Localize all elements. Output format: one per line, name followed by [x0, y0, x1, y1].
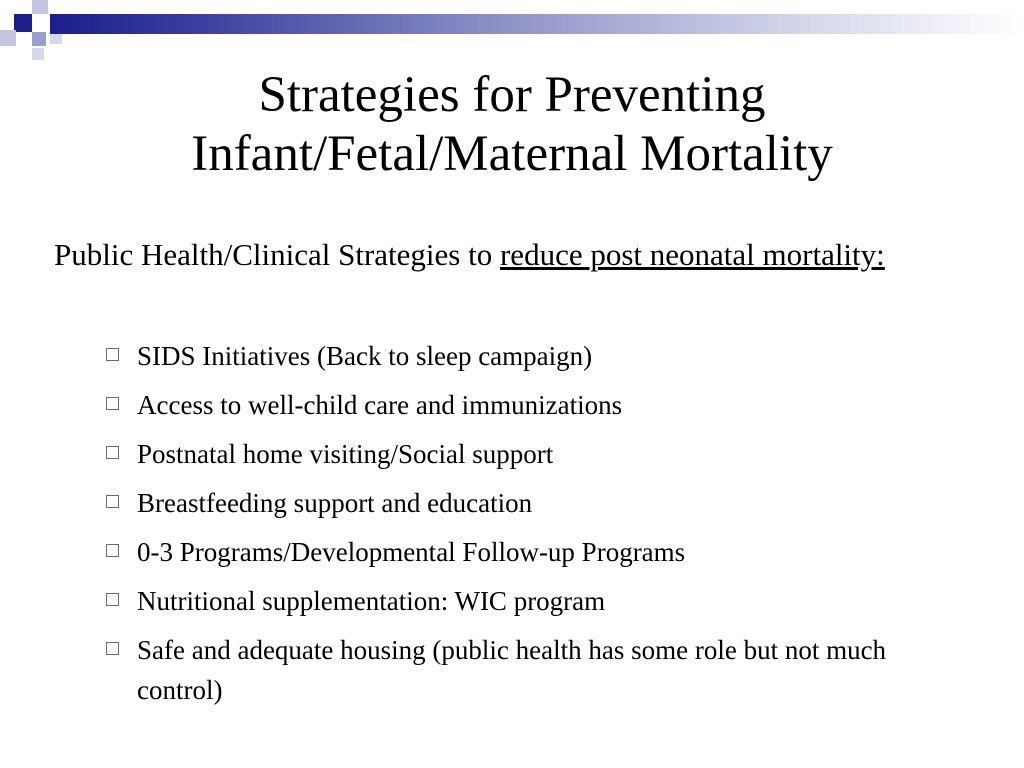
list-item — [104, 434, 964, 474]
decor-square-light — [0, 30, 16, 46]
bullet-text: Safe and adequate housing (public health has some role but not much control) — [137, 635, 887, 705]
bullet-text: SIDS Initiatives (Back to sleep campaign) — [137, 341, 593, 371]
title-line-1: Strategies for Preventing — [258, 67, 766, 123]
decor-square-dark — [14, 14, 32, 32]
square-bullet-icon — [106, 397, 119, 410]
list-item — [104, 483, 964, 523]
bullet-text: Breastfeeding support and education — [137, 488, 533, 518]
list-item — [104, 581, 964, 621]
list-item — [104, 532, 964, 572]
bullet-text: Nutritional supplementation: WIC program — [137, 586, 606, 616]
lead-paragraph — [54, 232, 1022, 277]
decor-square-light — [32, 48, 44, 60]
square-bullet-icon — [106, 642, 119, 655]
square-bullet-icon — [106, 348, 119, 361]
list-item — [104, 630, 964, 710]
bullet-list — [104, 336, 964, 719]
lead-underlined-text: reduce post neonatal mortality: — [499, 237, 885, 272]
list-item — [104, 336, 964, 376]
list-item — [104, 385, 964, 425]
square-bullet-icon — [106, 593, 119, 606]
bullet-text: Postnatal home visiting/Social support — [137, 439, 554, 469]
slide-title — [60, 66, 964, 184]
decor-square-mid — [32, 32, 46, 46]
title-line-2: Infant/Fetal/Maternal Mortality — [191, 126, 833, 182]
bullet-text: 0-3 Programs/Developmental Follow-up Programs — [137, 537, 686, 567]
bullet-text: Access to well-child care and immunizations — [137, 390, 623, 420]
decor-square-light — [32, 0, 48, 14]
square-bullet-icon — [106, 544, 119, 557]
square-bullet-icon — [106, 446, 119, 459]
lead-text: Public Health/Clinical Strategies to — [54, 237, 500, 272]
square-bullet-icon — [106, 495, 119, 508]
header-gradient-bar — [50, 14, 1024, 34]
